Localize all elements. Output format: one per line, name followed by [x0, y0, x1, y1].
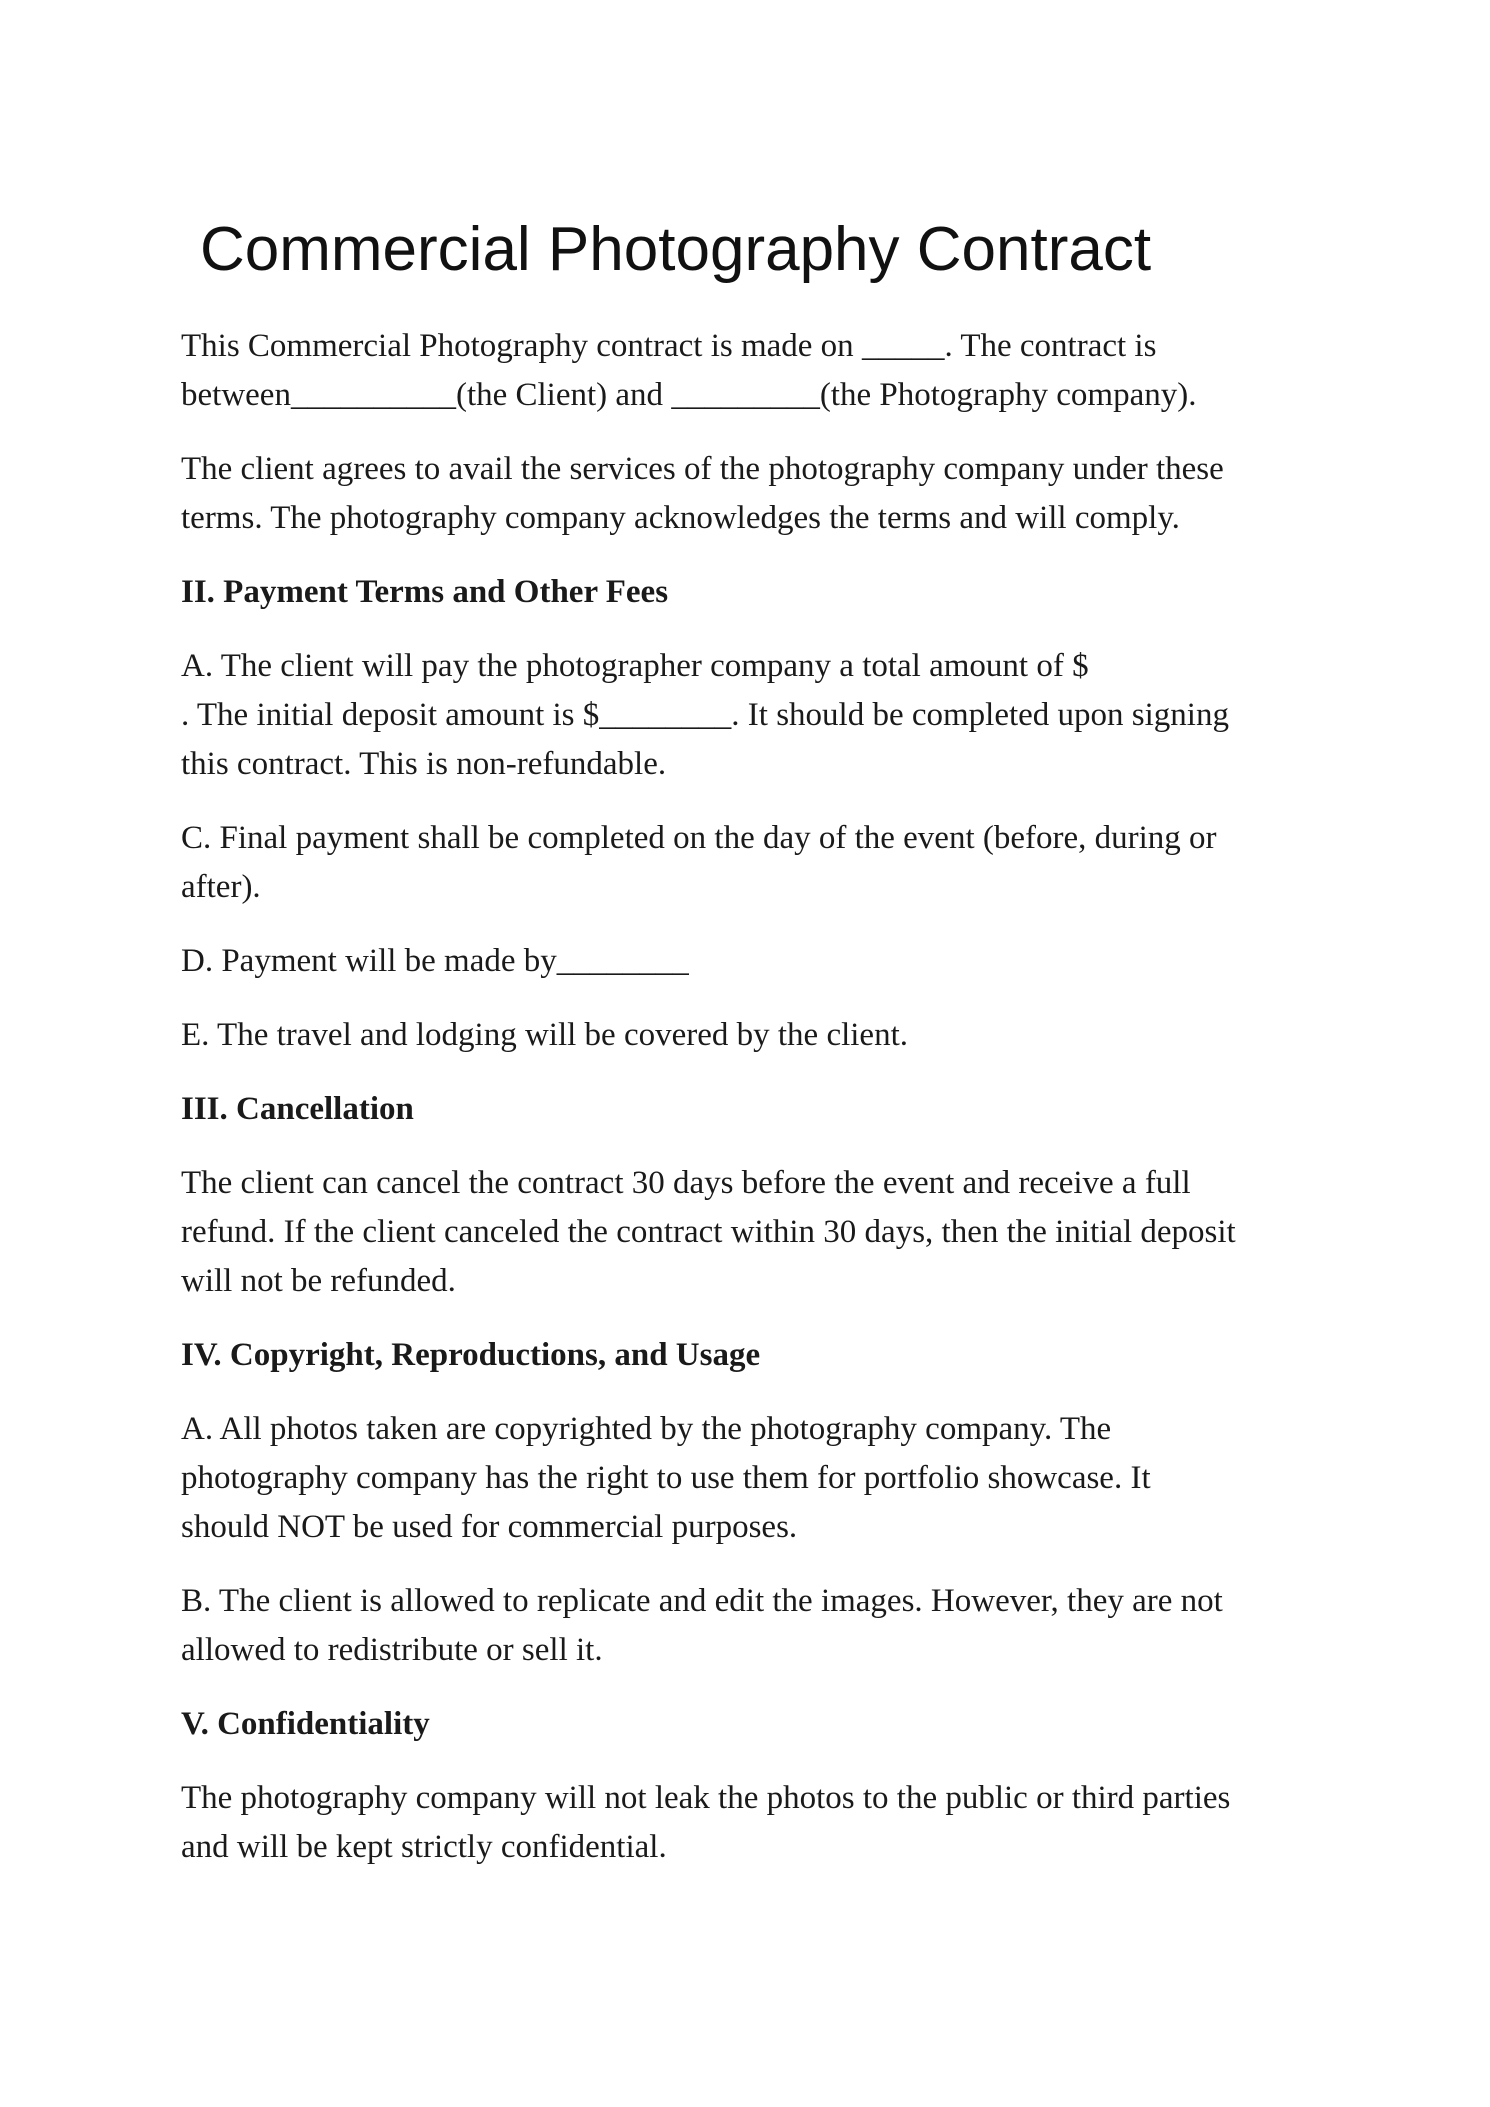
company-name-blank: _________: [671, 377, 820, 413]
payment-text: . The initial deposit amount is $: [181, 697, 600, 733]
cancellation-heading: III. Cancellation: [181, 1091, 414, 1127]
cancellation-line-3: will not be refunded.: [181, 1263, 456, 1299]
copyright-b-line-1: B. The client is allowed to replicate and edit the images. However, they are not: [181, 1583, 1223, 1619]
payment-method-blank: ________: [556, 943, 689, 979]
intro-text: (the Client) and: [455, 377, 672, 413]
confidentiality-line-1: The photography company will not leak the photos to the public or third parties: [181, 1780, 1231, 1816]
copyright-heading: IV. Copyright, Reproductions, and Usage: [181, 1337, 761, 1373]
payment-a-line-3: this contract. This is non-refundable.: [181, 746, 667, 782]
date-blank: _____: [861, 328, 945, 364]
payment-text: D. Payment will be made by: [181, 943, 557, 979]
intro-paragraph: [181, 322, 1311, 420]
intro-text: (the Photography company).: [819, 377, 1197, 413]
cancellation-paragraph: [181, 1159, 1311, 1306]
intro-text: This Commercial Photography contract is made on: [181, 328, 854, 364]
copyright-clause-b: [181, 1577, 1311, 1675]
payment-clause-d: [181, 937, 1311, 986]
confidentiality-line-2: and will be kept strictly confidential.: [181, 1829, 667, 1865]
payment-text: . It should be completed upon signing: [731, 697, 1229, 733]
confidentiality-heading: V. Confidentiality: [181, 1706, 430, 1742]
agreement-paragraph: [181, 445, 1311, 543]
payment-clause-a: [181, 642, 1311, 789]
payment-clause-e: [181, 1011, 1311, 1060]
payment-heading: II. Payment Terms and Other Fees: [181, 574, 669, 610]
copyright-b-line-2: allowed to redistribute or sell it.: [181, 1632, 603, 1668]
agreement-line-1: The client agrees to avail the services of the photography company under these: [181, 451, 1224, 487]
cancellation-line-1: The client can cancel the contract 30 days before the event and receive a full: [181, 1165, 1191, 1201]
payment-e-line: E. The travel and lodging will be covered by the client.: [181, 1017, 908, 1053]
payment-c-line-2: after).: [181, 869, 261, 905]
client-name-blank: __________: [290, 377, 456, 413]
payment-a-line-1: A. The client will pay the photographer company a total amount of $: [181, 648, 1089, 684]
document-body: [181, 322, 1311, 1897]
payment-c-line-1: C. Final payment shall be completed on the day of the event (before, during or: [181, 820, 1217, 856]
payment-clause-c: [181, 814, 1311, 912]
cancellation-line-2: refund. If the client canceled the contract within 30 days, then the initial deposit: [181, 1214, 1236, 1250]
intro-line-2: [181, 371, 1311, 420]
document-title: Commercial Photography Contract: [200, 215, 1152, 284]
copyright-a-line-2: photography company has the right to use them for portfolio showcase. It: [181, 1460, 1151, 1496]
intro-text: . The contract is: [944, 328, 1157, 364]
intro-line-1: [181, 322, 1311, 371]
payment-d-line: [181, 937, 1311, 986]
copyright-a-line-3: should NOT be used for commercial purposes.: [181, 1509, 798, 1545]
agreement-line-2: terms. The photography company acknowledges the terms and will comply.: [181, 500, 1180, 536]
payment-a-line-2: [181, 691, 1311, 740]
copyright-clause-a: [181, 1405, 1311, 1552]
deposit-amount-blank: ________: [599, 697, 732, 733]
copyright-a-line-1: A. All photos taken are copyrighted by the photography company. The: [181, 1411, 1112, 1447]
confidentiality-paragraph: [181, 1774, 1311, 1872]
intro-text: between: [181, 377, 291, 413]
